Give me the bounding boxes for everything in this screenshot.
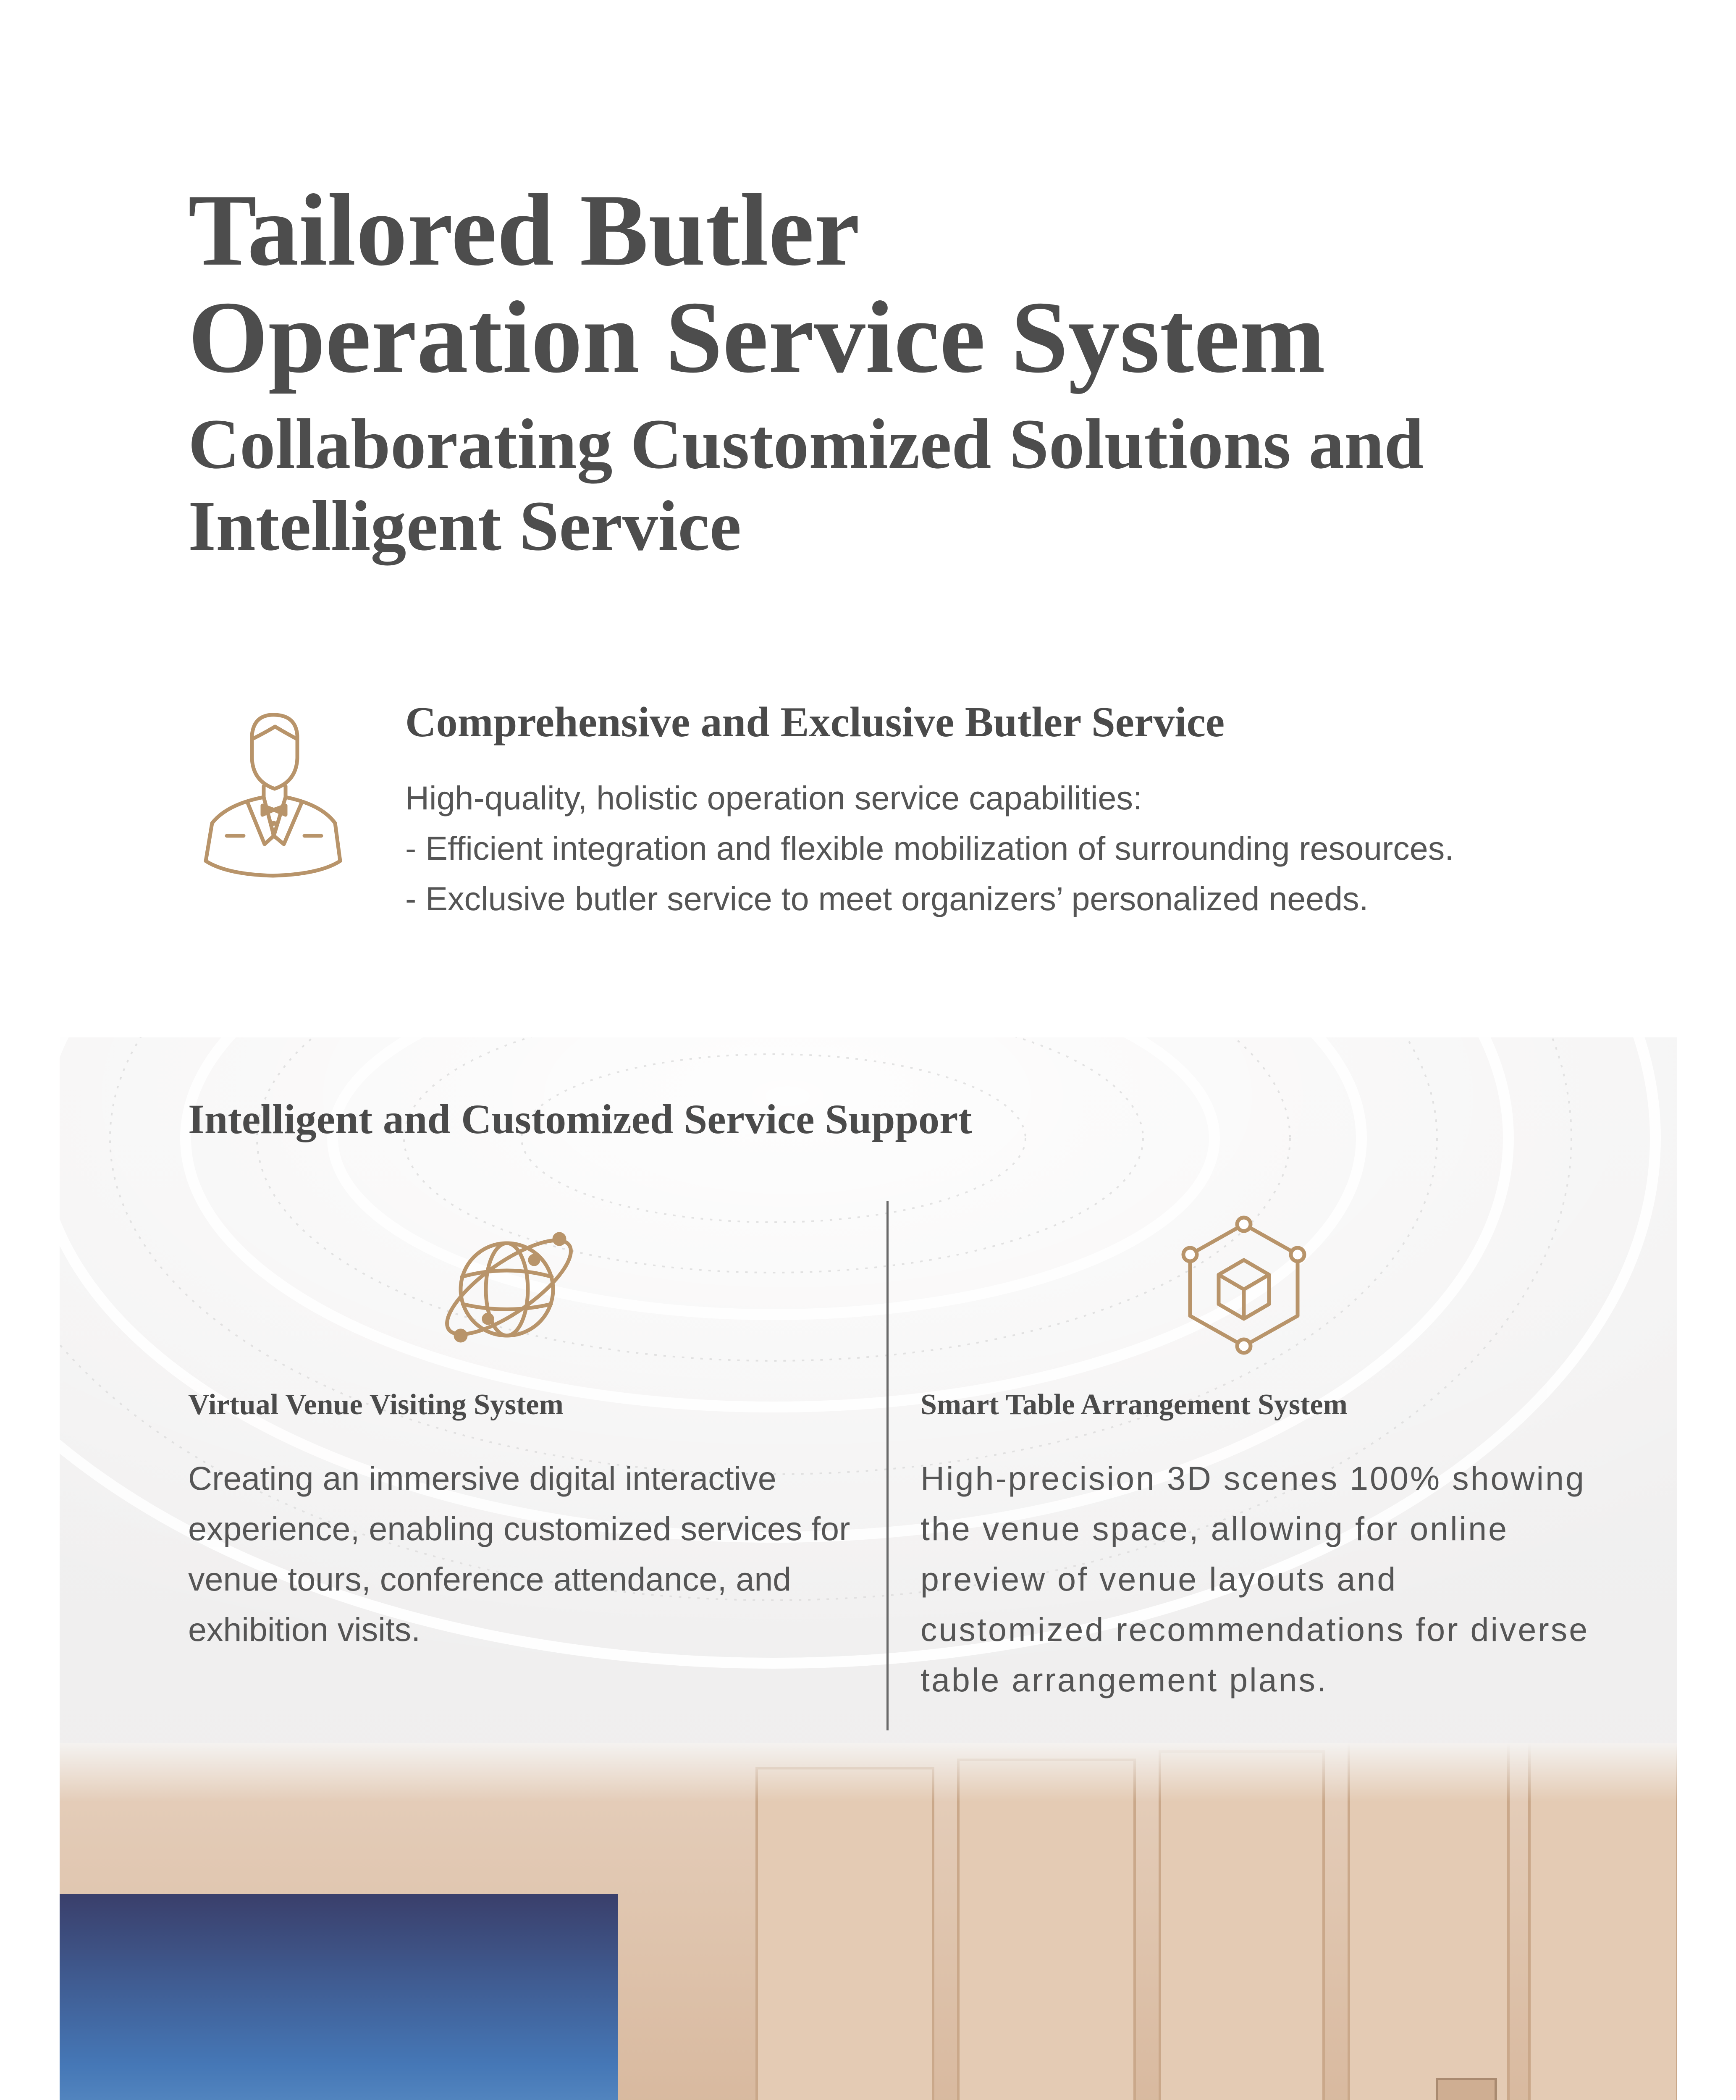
support-heading: Intelligent and Customized Service Support <box>188 1096 972 1142</box>
title-line-1: Tailored Butler <box>188 173 860 287</box>
hexagon-cube-icon <box>1172 1214 1315 1357</box>
feature-description: Creating an immersive digital interactive experience, enabling customized services for venue tours, conference attendance, and exhibition visits. <box>188 1460 850 1648</box>
subtitle-line-1: Collaborating Customized Solutions and <box>188 404 1424 483</box>
butler-service-bullet: - Efficient integration and flexible mobilization of surrounding resources. <box>405 830 1454 867</box>
butler-service-heading: Comprehensive and Exclusive Butler Service <box>405 698 1225 746</box>
butler-icon <box>202 710 344 882</box>
butler-service-intro: High-quality, holistic operation service capabilities: <box>405 779 1142 816</box>
globe-orbit-icon <box>433 1214 585 1365</box>
page-subtitle <box>188 403 1574 567</box>
feature-title: Virtual Venue Visiting System <box>188 1389 564 1421</box>
feature-title: Smart Table Arrangement System <box>920 1389 1348 1421</box>
column-divider <box>886 1201 889 1730</box>
conference-hall-illustration <box>60 1743 1677 2100</box>
butler-service-bullet: - Exclusive butler service to meet organizers’ personalized needs. <box>405 880 1369 917</box>
page-title <box>188 173 1574 394</box>
feature-description: High-precision 3D scenes 100% showing the venue space, allowing for online preview of venue layouts and customized recommendations for diverse table arrangement plans. <box>920 1460 1589 1698</box>
support-panel <box>60 1037 1677 2100</box>
subtitle-line-2: Intelligent Service <box>188 486 742 565</box>
title-line-2: Operation Service System <box>188 280 1326 394</box>
